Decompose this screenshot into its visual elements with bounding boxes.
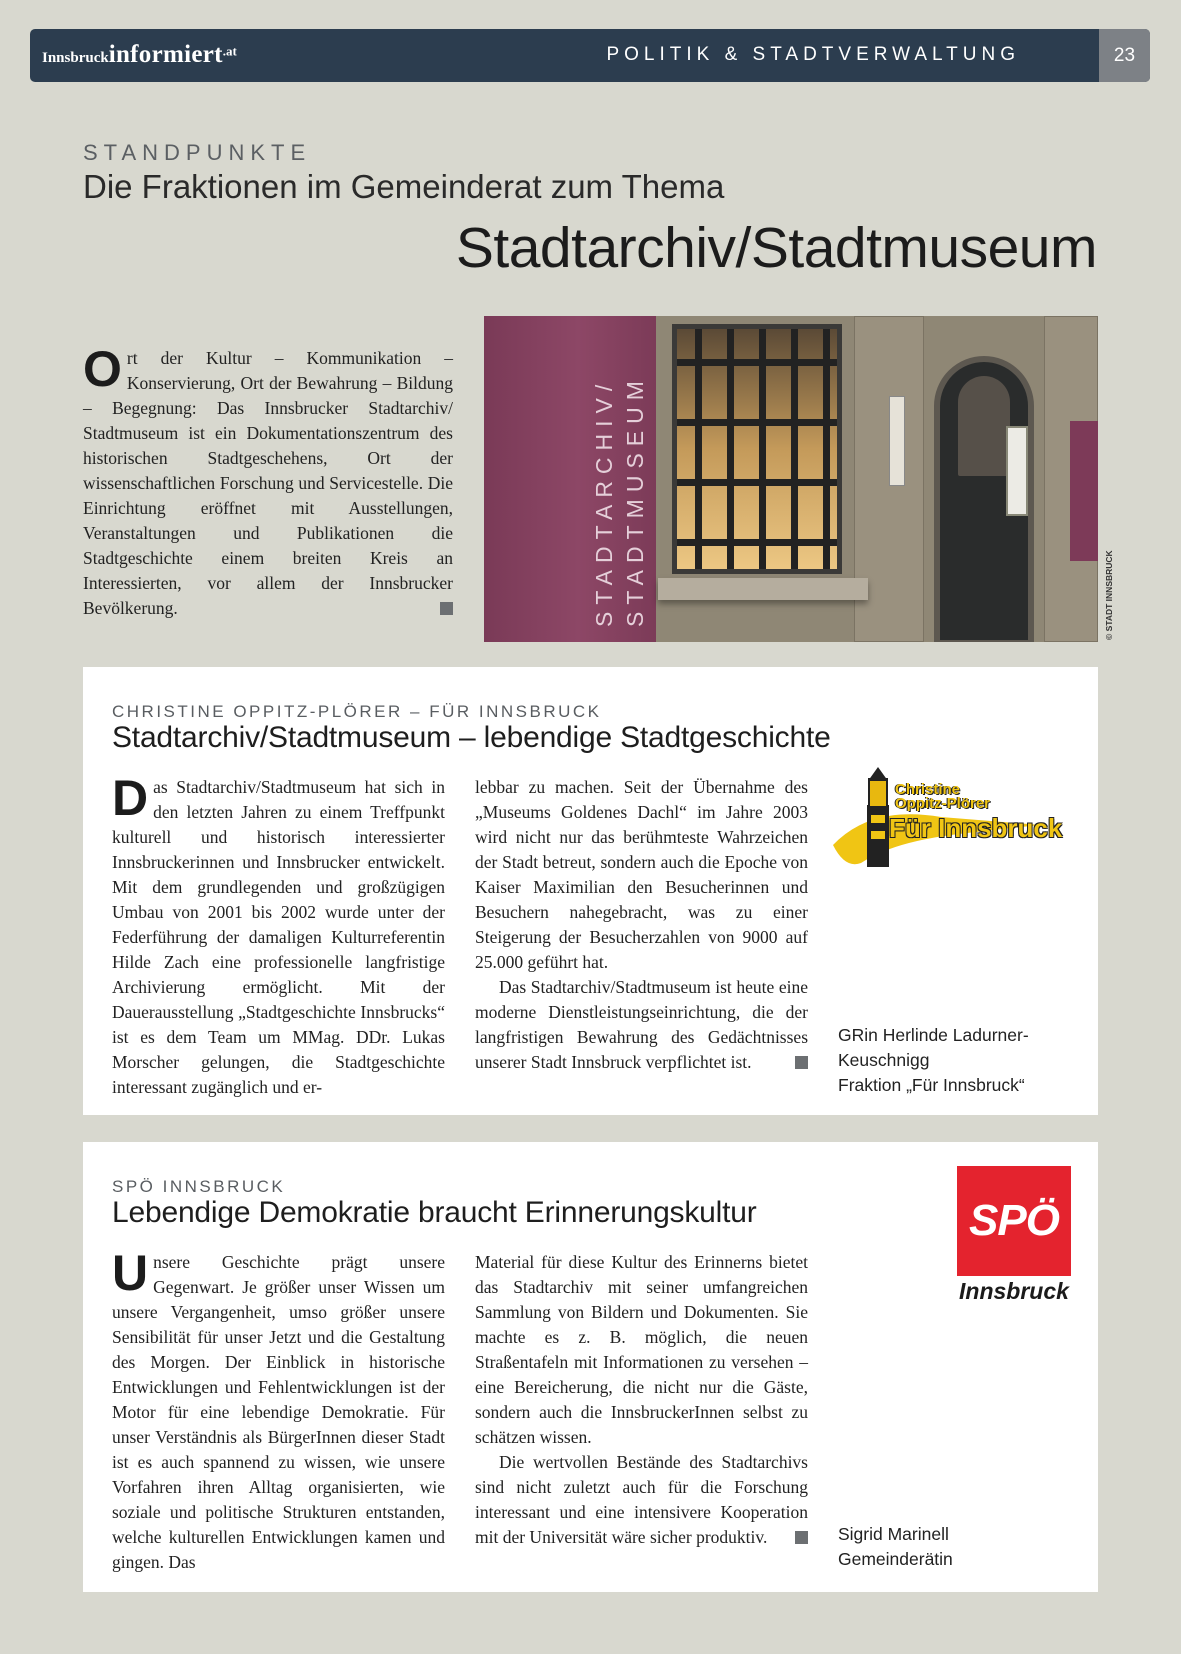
article-headline: Stadtarchiv/Stadtmuseum – lebendige Stadtgeschichte [112,721,831,754]
photo-credit: © STADT INNSBRUCK [1104,550,1114,640]
museum-banner [484,316,656,642]
signature-line: Gemeinderätin [838,1549,953,1569]
brand-main: informiert [108,41,223,68]
logo-line-1: Christine [895,781,961,798]
article-column-2 [475,1250,808,1550]
intro-text: rt der Kultur – Kommunikation – Konservierung, Ort der Bewahrung – Bildung – Begegnung: Das Innsbrucker Stadtarchiv/ Stadtmuseum ist ein Dokumentationszentrum des historischen Stadtgeschehens, Ort der wissenschaftlichen Forschung und Servicestelle. Die Einrichtung eröffnet mit Ausstellungen, Veranstaltungen und Publikationen die Stadtgeschichte einem breiten Kreis an Interessierten, vor allem der Innsbrucker Bevölkerung. [83,348,453,618]
banner-line-2: STADTMUSEUM [622,374,648,627]
wall-plaque [1006,426,1028,516]
spoe-logo-mark: SPÖ [957,1166,1071,1276]
logo-line-3: Für Innsbruck [889,813,1063,843]
header-bar [30,29,1150,82]
article-column-1 [112,770,445,1100]
spoe-logo-city: Innsbruck [959,1278,1069,1304]
article-column-2 [475,775,808,1075]
museum-photo [484,316,1098,642]
logo-line-2: Oppitz-Plörer [895,795,991,812]
article-signature [838,1522,953,1572]
column-paragraph: Material für diese Kultur des Erinnerns bietet das Stadtarchiv mit seiner umfangreichen Sammlung von Bildern und Dokumenten. Sie machte es z. B. möglich, die neuen Straßentafeln mit Informationen zu versehen – eine Bereicherung, die nicht nur die Gäste, sondern auch die InnsbruckerInnen selbst zu schätzen wissen. [475,1252,808,1447]
page-subheading: Die Fraktionen im Gemeinderat zum Thema [83,168,725,205]
column-paragraph: Das Stadtarchiv/Stadtmuseum ist heute eine moderne Dienstleistungseinrichtung, die der langfristigen Bewahrung des Gedächtnisses unserer Stadt Innsbruck verpflichtet ist. [475,977,808,1072]
column-text: nsere Geschichte prägt unsere Gegenwart. Je größer unser Wissen um unsere Vergangenheit, umso größer unsere Sensibilität für unser Jetzt und die Gestaltung des Morgen. Der Einblick in historische Entwicklungen und Fehlentwicklungen ist der Motor für eine lebendige Demokratie. Für unser Verständnis als BürgerInnen dieser Stadt ist es auch spannend zu wissen, wie unsere Vorfahren ihren Alltag organisierten, wie soziale und politische Strukturen entstanden, welche kulturellen Entwicklungen kamen und gingen. Das [112,1252,445,1572]
spoe-logo [957,1166,1071,1306]
article-spoe [83,1142,1098,1592]
intro-paragraph [83,341,453,621]
page-number: 23 [1099,29,1150,82]
column-paragraph: lebbar zu machen. Seit der Übernahme des „Museums Goldenes Dachl“ im Jahre 2003 wird nicht nur das berühmteste Wahrzeichen der Stadt betreut, sondern auch die Epoche von Kaiser Maximilian den Besucherinnen und Besuchern nahegebracht, was zu einer Steigerung der Besucherzahlen von 9000 auf 25.000 geführt hat. [475,777,808,972]
brand-suffix: .at [222,43,237,59]
dropcap: U [112,1245,149,1301]
signature-line: GRin Herlinde Ladurner- [838,1025,1029,1045]
wall-sign [889,396,905,486]
article-author: SPÖ INNSBRUCK [112,1177,286,1196]
section-title: POLITIK & STADTVERWALTUNG [606,44,1020,65]
kicker: STANDPUNKTE [83,140,312,165]
article-fuer-innsbruck [83,667,1098,1115]
brand-logo[interactable] [42,41,237,69]
dropcap: D [112,770,149,826]
article-signature [838,1023,1029,1098]
end-mark-icon [440,602,453,615]
fuer-innsbruck-logo [831,765,1071,875]
banner-line-1: STADTARCHIV/ [591,377,617,627]
column-text: as Stadtarchiv/Stadtmuseum hat sich in den letzten Jahren zu einem Treffpunkt kulturell und historisch interessierter Innsbruckerinnen und Innsbrucker entwickelt. Mit dem grundlegenden und großzügigen Umbau von 2001 bis 2002 wurde unter der Federführung der damaligen Kulturreferentin Hilde Zach eine professionelle langfristige Archivierung ermöglicht. Mit der Dauerausstellung „Stadtgeschichte Innsbrucks“ ist es dem Team um MMag. DDr. Lukas Morscher gelungen, die Stadtgeschichte interessant zugänglich und er- [112,777,445,1097]
article-headline: Lebendige Demokratie braucht Erinnerungskultur [112,1196,757,1229]
end-mark-icon [795,1056,808,1069]
end-mark-icon [795,1531,808,1544]
column-paragraph: Die wertvollen Bestände des Stadtarchivs sind nicht zuletzt auch für die Forschung interessant und eine intensivere Kooperation mit der Universität wäre sicher produktiv. [475,1452,808,1547]
brand-prefix: Innsbruck [42,50,109,66]
small-banner [1070,421,1098,561]
window-grille [672,324,842,574]
page-title: Stadtarchiv/Stadtmuseum [455,216,1097,280]
dropcap: O [83,341,122,397]
article-column-1 [112,1245,445,1575]
article-author: CHRISTINE OPPITZ-PLÖRER – FÜR INNSBRUCK [112,702,602,721]
signature-line: Sigrid Marinell [838,1524,949,1544]
signature-line: Keuschnigg [838,1050,930,1070]
signature-line: Fraktion „Für Innsbruck“ [838,1075,1025,1095]
